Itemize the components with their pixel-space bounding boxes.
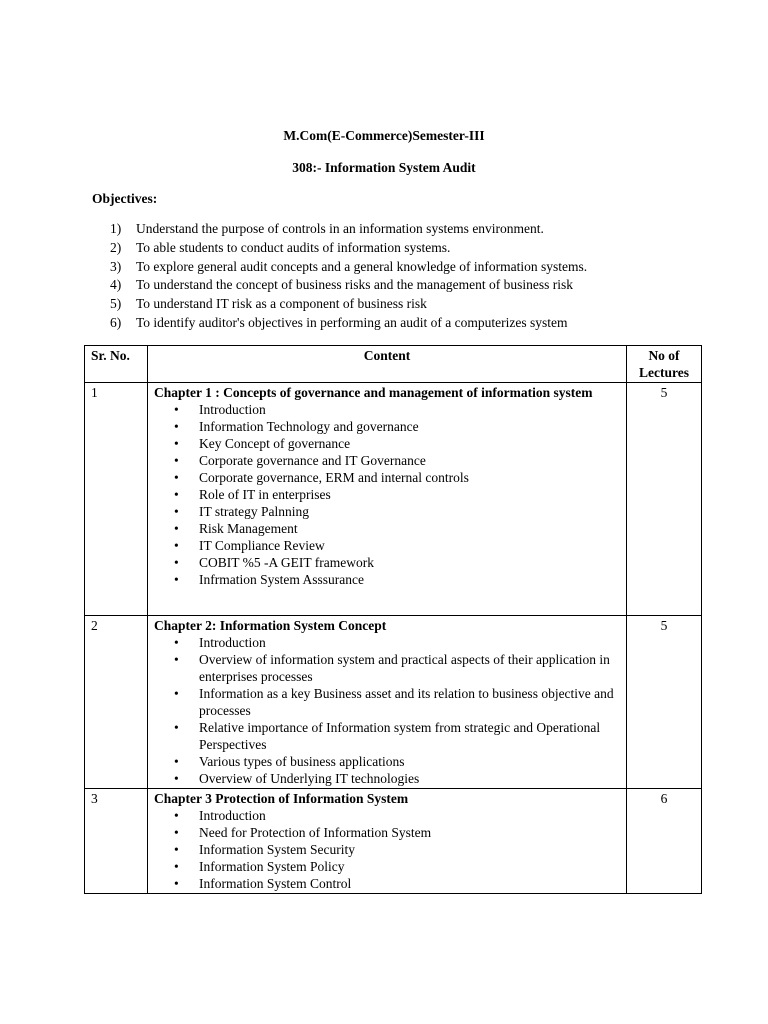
topic-item: • Corporate governance, ERM and internal controls: [174, 469, 620, 486]
topic-item: • Information System Security: [174, 841, 620, 858]
header-content: Content: [148, 346, 627, 383]
objective-item: [110, 220, 587, 239]
objective-text: Understand the purpose of controls in an information systems environment.: [136, 221, 544, 236]
objective-item: [110, 239, 587, 258]
chapter-title: Chapter 2: Information System Concept: [154, 618, 387, 633]
objective-number: 6): [110, 314, 122, 330]
row-sr-no: 2: [85, 616, 148, 789]
chapter-title: Chapter 1 : Concepts of governance and management of information system: [154, 385, 593, 400]
objective-text: To understand IT risk as a component of business risk: [136, 296, 427, 312]
topic-item: • Information System Policy: [174, 858, 620, 875]
row-content: [148, 616, 627, 789]
topic-list: [154, 807, 620, 892]
table-row: [85, 616, 702, 789]
row-lectures: 5: [627, 383, 702, 616]
table-row: [85, 383, 702, 616]
objective-number: 3): [110, 258, 122, 274]
topic-item: • Introduction: [174, 401, 620, 418]
objective-text: To able students to conduct audits of information systems.: [136, 239, 451, 255]
row-content: [148, 789, 627, 894]
table-row: [85, 789, 702, 894]
row-sr-no: 1: [85, 383, 148, 616]
topic-item: • Overview of information system and practical aspects of their application in enterprises processes: [174, 651, 620, 685]
objective-text: To identify auditor's objectives in performing an audit of a computerizes system: [136, 314, 568, 330]
topic-item: • Information Technology and governance: [174, 418, 620, 435]
topic-item: • Various types of business applications: [174, 753, 620, 770]
topic-item: • Need for Protection of Information System: [174, 824, 620, 841]
topic-item: • Introduction: [174, 634, 620, 651]
row-content: [148, 383, 627, 616]
objective-item: [110, 258, 587, 277]
chapter-title: Chapter 3 Protection of Information System: [154, 791, 409, 806]
topic-item: • Infrmation System Asssurance: [174, 571, 620, 588]
syllabus-table: [84, 345, 702, 894]
table-header-row: [85, 346, 702, 383]
objectives-list: [110, 220, 587, 333]
objective-item: [110, 276, 587, 295]
topic-list: [154, 634, 620, 787]
objective-item: [110, 295, 587, 314]
objectives-heading: Objectives:: [92, 191, 158, 206]
topic-item: • Information System Control: [174, 875, 620, 892]
topic-item: • Key Concept of governance: [174, 435, 620, 452]
course-title: M.Com(E-Commerce)Semester-III: [283, 128, 485, 143]
header-lectures: No of Lectures: [627, 346, 702, 383]
topic-item: • COBIT %5 -A GEIT framework: [174, 554, 620, 571]
topic-item: • Introduction: [174, 807, 620, 824]
objective-number: 1): [110, 221, 122, 236]
objective-number: 2): [110, 239, 122, 255]
topic-item: • Role of IT in enterprises: [174, 486, 620, 503]
objective-text: To explore general audit concepts and a general knowledge of information systems.: [136, 258, 588, 274]
topic-item: • IT Compliance Review: [174, 537, 620, 554]
objective-number: 5): [110, 296, 122, 312]
topic-item: • Risk Management: [174, 520, 620, 537]
topic-item: • Corporate governance and IT Governance: [174, 452, 620, 469]
topic-item: • Relative importance of Information system from strategic and Operational Perspectives: [174, 719, 620, 753]
row-lectures: 6: [627, 789, 702, 894]
topic-item: • Information as a key Business asset and its relation to business objective and processes: [174, 685, 620, 719]
objective-number: 4): [110, 277, 122, 293]
topic-list: [154, 401, 620, 588]
row-lectures: 5: [627, 616, 702, 789]
topic-item: • Overview of Underlying IT technologies: [174, 770, 620, 787]
objective-item: [110, 314, 587, 333]
paper-title: 308:- Information System Audit: [292, 160, 476, 175]
header-sr-no: Sr. No.: [85, 346, 148, 383]
topic-item: • IT strategy Palnning: [174, 503, 620, 520]
objective-text: To understand the concept of business risks and the management of business risk: [136, 277, 573, 293]
row-sr-no: 3: [85, 789, 148, 894]
